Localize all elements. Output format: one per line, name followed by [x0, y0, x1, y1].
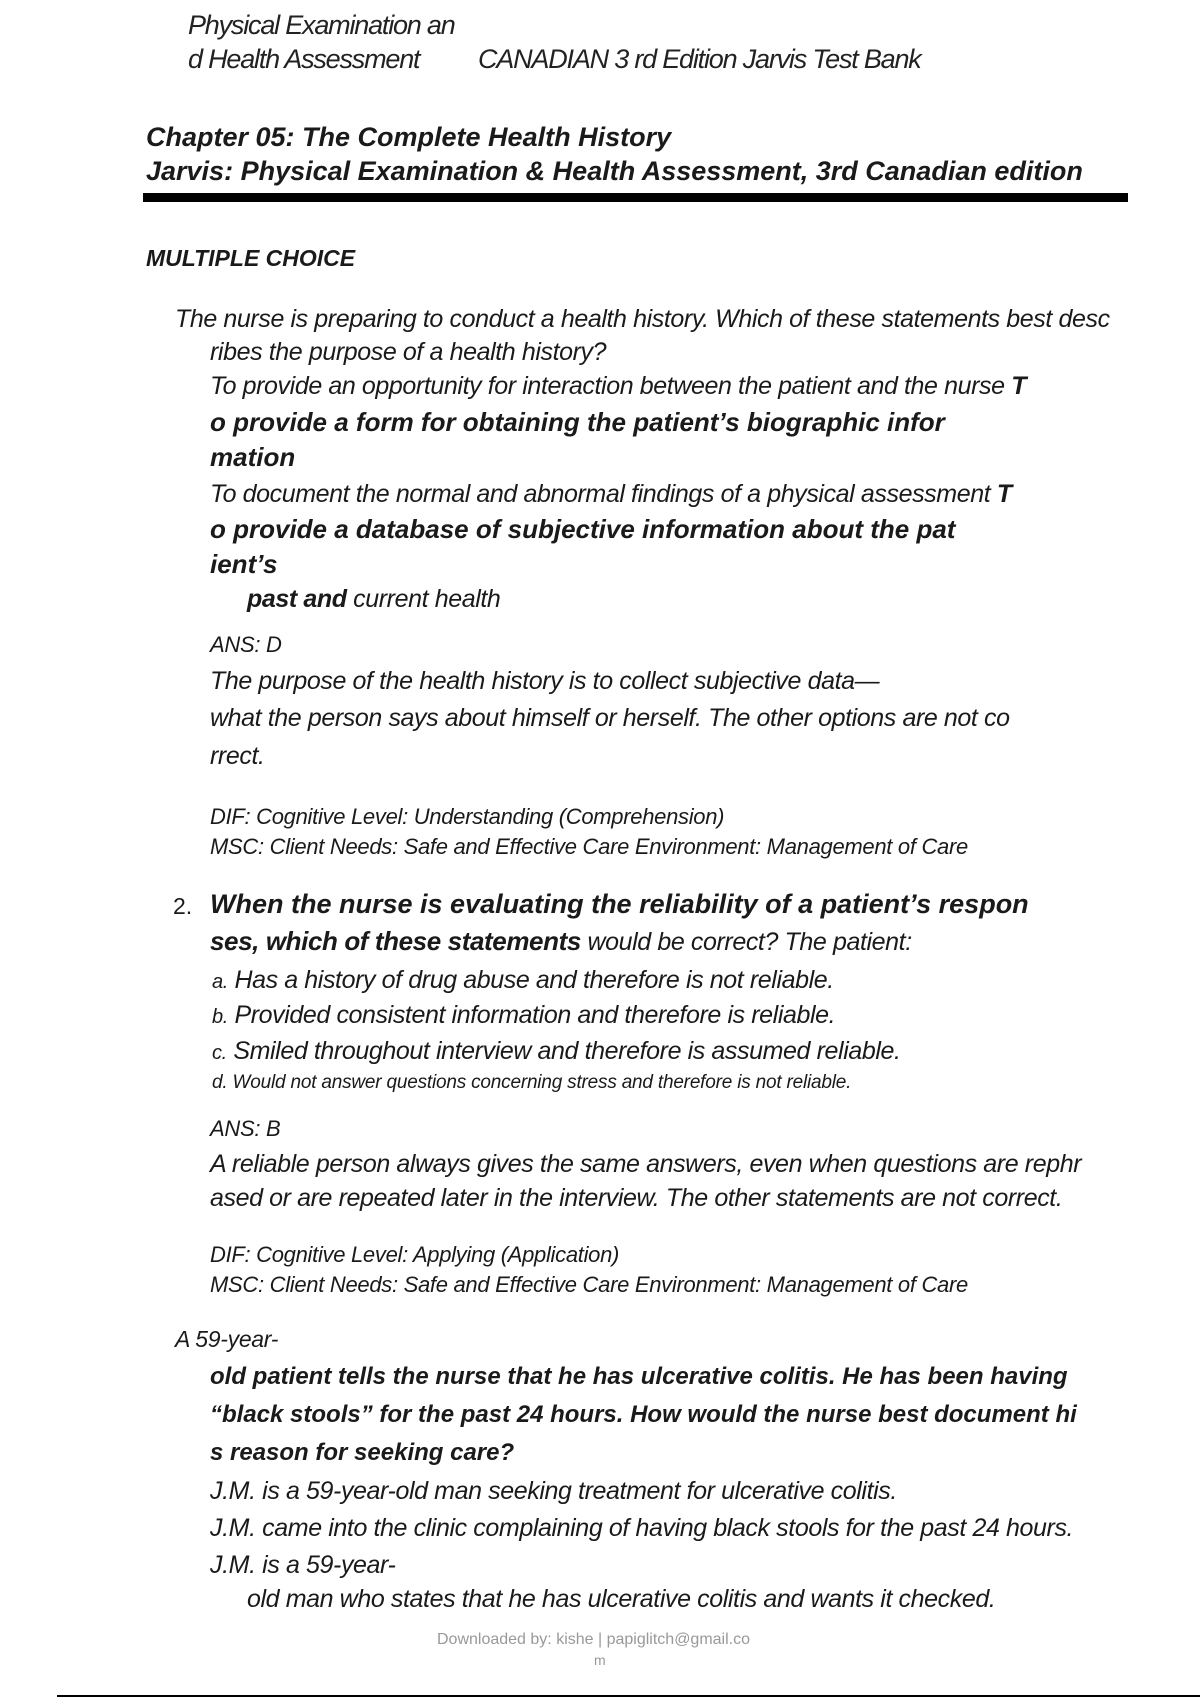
q2-stem-bold: ses, which of these statements	[210, 926, 581, 956]
q1-option-c	[210, 480, 1012, 509]
q1-msc: MSC: Client Needs: Safe and Effective Care Environment: Management of Care	[210, 834, 968, 859]
q3-stem-line-3: s reason for seeking care?	[210, 1439, 515, 1466]
footer-download-line-1: Downloaded by: kishe | papiglitch@gmail.co	[437, 1631, 751, 1648]
q3-option-c-line-2: old man who states that he has ulcerative colitis and wants it checked.	[247, 1585, 996, 1613]
q3-option-b: J.M. came into the clinic complaining of having black stools for the past 24 hours.	[210, 1514, 1074, 1542]
q1-stem-line-2: ribes the purpose of a health history?	[210, 338, 607, 366]
q1-answer: ANS: D	[210, 632, 282, 657]
q1-option-c-tail: T	[996, 480, 1012, 508]
q2-option-b	[212, 1001, 835, 1030]
q3-option-a: J.M. is a 59-year-old man seeking treatment for ulcerative colitis.	[210, 1477, 897, 1505]
q2-stem-line-1: When the nurse is evaluating the reliability of a patient’s respon	[210, 889, 1029, 919]
q2-rationale-line-1: A reliable person always gives the same answers, even when questions are rephr	[210, 1150, 1082, 1178]
q1-option-a	[210, 372, 1026, 401]
q1-option-d-line-3	[247, 585, 500, 614]
q2-option-b-text: Provided consistent information and therefore is reliable.	[234, 1001, 836, 1029]
chapter-subtitle: Jarvis: Physical Examination & Health Assessment, 3rd Canadian edition	[146, 156, 1083, 186]
footer-rule	[57, 1695, 1200, 1697]
q2-option-d-text: Would not answer questions concerning stress and therefore is not reliable.	[232, 1072, 852, 1093]
q2-dif: DIF: Cognitive Level: Applying (Application)	[210, 1242, 620, 1267]
q2-number: 2.	[173, 893, 193, 919]
q1-rationale-line-1: The purpose of the health history is to collect subjective data—	[210, 667, 880, 695]
q3-stem-line-1: old patient tells the nurse that he has ulcerative colitis. He has been having	[210, 1363, 1068, 1390]
q2-option-b-letter: b.	[212, 1006, 228, 1028]
q3-option-c-line-1: J.M. is a 59-year-	[210, 1551, 396, 1579]
q2-rationale-line-2: ased or are repeated later in the interview. The other statements are not correct.	[210, 1184, 1063, 1212]
header-line-2a: d Health Assessment	[188, 44, 420, 74]
q2-option-c-letter: c.	[212, 1042, 227, 1064]
footer-download-line-2: m	[594, 1652, 606, 1668]
heading-rule	[143, 193, 1128, 202]
q2-option-d	[212, 1072, 851, 1094]
q2-option-d-letter: d.	[212, 1072, 228, 1093]
q1-option-d-line-2: ient’s	[210, 549, 278, 579]
q2-stem-line-2	[210, 926, 912, 957]
q1-option-d-bold: past and	[247, 585, 347, 613]
header-line-2b: CANADIAN 3 rd Edition Jarvis Test Bank	[478, 44, 921, 74]
q2-option-c	[212, 1037, 901, 1066]
q2-msc: MSC: Client Needs: Safe and Effective Care Environment: Management of Care	[210, 1272, 968, 1297]
q1-option-a-text: To provide an opportunity for interaction between the patient and the nurse	[210, 372, 1005, 400]
q2-option-c-text: Smiled throughout interview and therefore is assumed reliable.	[233, 1037, 901, 1065]
header-line-1: Physical Examination an	[188, 10, 455, 40]
q1-rationale-line-2: what the person says about himself or herself. The other options are not co	[210, 704, 1010, 732]
q2-answer: ANS: B	[210, 1116, 281, 1141]
q2-stem-rest: would be correct? The patient:	[580, 928, 912, 956]
section-heading: MULTIPLE CHOICE	[146, 245, 356, 271]
q1-option-c-text: To document the normal and abnormal findings of a physical assessment	[210, 480, 991, 508]
q3-stem-line-2: “black stools” for the past 24 hours. How would the nurse best document hi	[210, 1401, 1077, 1428]
q2-option-a-text: Has a history of drug abuse and therefore is not reliable.	[234, 966, 834, 994]
q1-option-a-tail: T	[1011, 372, 1027, 400]
q1-rationale-line-3: rrect.	[210, 742, 265, 770]
q2-option-a	[212, 966, 834, 995]
q1-option-d-line-1: o provide a database of subjective information about the pat	[210, 514, 956, 544]
q1-stem-line-1: The nurse is preparing to conduct a health history. Which of these statements best desc	[175, 305, 1110, 333]
chapter-title: Chapter 05: The Complete Health History	[146, 122, 672, 152]
q3-stem-line-0: A 59-year-	[175, 1326, 279, 1352]
q2-option-a-letter: a.	[212, 971, 228, 993]
q1-option-b-line-1: o provide a form for obtaining the patient’s biographic infor	[210, 407, 945, 437]
q1-option-b-line-2: mation	[210, 442, 296, 472]
q1-option-d-rest: current health	[346, 585, 501, 613]
q1-dif: DIF: Cognitive Level: Understanding (Comprehension)	[210, 804, 725, 829]
